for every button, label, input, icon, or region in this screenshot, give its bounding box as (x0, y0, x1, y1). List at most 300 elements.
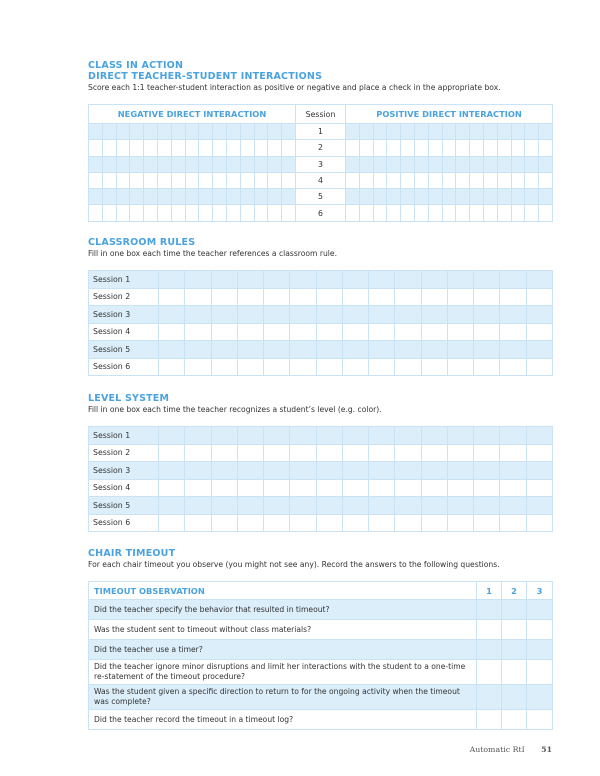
tally-box[interactable] (316, 462, 342, 480)
tally-box[interactable] (316, 358, 342, 376)
tally-box[interactable] (237, 479, 263, 497)
tally-box[interactable] (500, 479, 526, 497)
tally-box[interactable] (185, 444, 211, 462)
positive-check-box[interactable] (387, 140, 401, 156)
positive-check-box[interactable] (511, 205, 525, 221)
tally-box[interactable] (264, 323, 290, 341)
tally-box[interactable] (500, 271, 526, 289)
positive-check-box[interactable] (539, 205, 553, 221)
positive-check-box[interactable] (373, 124, 387, 140)
positive-check-box[interactable] (539, 124, 553, 140)
negative-check-box[interactable] (282, 156, 296, 172)
tally-box[interactable] (447, 323, 473, 341)
tally-box[interactable] (474, 479, 500, 497)
tally-box[interactable] (395, 444, 421, 462)
tally-box[interactable] (369, 271, 395, 289)
negative-check-box[interactable] (102, 205, 116, 221)
tally-box[interactable] (237, 497, 263, 515)
positive-check-box[interactable] (401, 124, 415, 140)
positive-check-box[interactable] (525, 205, 539, 221)
tally-box[interactable] (526, 358, 552, 376)
positive-check-box[interactable] (428, 205, 442, 221)
positive-check-box[interactable] (511, 172, 525, 188)
tally-box[interactable] (500, 444, 526, 462)
positive-check-box[interactable] (511, 124, 525, 140)
tally-box[interactable] (421, 271, 447, 289)
positive-check-box[interactable] (511, 189, 525, 205)
positive-check-box[interactable] (483, 205, 497, 221)
positive-check-box[interactable] (373, 189, 387, 205)
positive-check-box[interactable] (373, 205, 387, 221)
positive-check-box[interactable] (401, 205, 415, 221)
positive-check-box[interactable] (442, 140, 456, 156)
timeout-answer-box[interactable] (477, 600, 502, 620)
tally-box[interactable] (342, 497, 368, 515)
positive-check-box[interactable] (373, 172, 387, 188)
tally-box[interactable] (447, 341, 473, 359)
tally-box[interactable] (264, 358, 290, 376)
tally-box[interactable] (211, 462, 237, 480)
positive-check-box[interactable] (456, 172, 470, 188)
tally-box[interactable] (211, 444, 237, 462)
positive-check-box[interactable] (359, 189, 373, 205)
timeout-answer-box[interactable] (477, 640, 502, 660)
negative-check-box[interactable] (144, 205, 158, 221)
positive-check-box[interactable] (401, 189, 415, 205)
negative-check-box[interactable] (89, 189, 103, 205)
timeout-answer-box[interactable] (477, 620, 502, 640)
negative-check-box[interactable] (268, 205, 282, 221)
timeout-answer-box[interactable] (527, 685, 553, 710)
positive-check-box[interactable] (456, 189, 470, 205)
tally-box[interactable] (237, 427, 263, 445)
tally-box[interactable] (526, 444, 552, 462)
negative-check-box[interactable] (213, 140, 227, 156)
negative-check-box[interactable] (226, 172, 240, 188)
negative-check-box[interactable] (226, 124, 240, 140)
tally-box[interactable] (211, 288, 237, 306)
negative-check-box[interactable] (130, 156, 144, 172)
positive-check-box[interactable] (387, 124, 401, 140)
negative-check-box[interactable] (254, 140, 268, 156)
timeout-answer-box[interactable] (527, 600, 553, 620)
tally-box[interactable] (500, 497, 526, 515)
tally-box[interactable] (369, 323, 395, 341)
tally-box[interactable] (159, 497, 185, 515)
tally-box[interactable] (342, 323, 368, 341)
tally-box[interactable] (211, 323, 237, 341)
tally-box[interactable] (500, 358, 526, 376)
tally-box[interactable] (421, 323, 447, 341)
negative-check-box[interactable] (157, 189, 171, 205)
positive-check-box[interactable] (428, 124, 442, 140)
negative-check-box[interactable] (171, 189, 185, 205)
positive-check-box[interactable] (539, 172, 553, 188)
negative-check-box[interactable] (282, 124, 296, 140)
positive-check-box[interactable] (442, 189, 456, 205)
tally-box[interactable] (290, 479, 316, 497)
negative-check-box[interactable] (185, 140, 199, 156)
tally-box[interactable] (342, 427, 368, 445)
tally-box[interactable] (447, 288, 473, 306)
tally-box[interactable] (185, 358, 211, 376)
tally-box[interactable] (264, 427, 290, 445)
positive-check-box[interactable] (497, 124, 511, 140)
tally-box[interactable] (159, 323, 185, 341)
negative-check-box[interactable] (254, 172, 268, 188)
negative-check-box[interactable] (185, 189, 199, 205)
negative-check-box[interactable] (199, 156, 213, 172)
tally-box[interactable] (474, 323, 500, 341)
positive-check-box[interactable] (415, 205, 429, 221)
tally-box[interactable] (290, 514, 316, 532)
negative-check-box[interactable] (240, 189, 254, 205)
positive-check-box[interactable] (456, 124, 470, 140)
tally-box[interactable] (342, 444, 368, 462)
positive-check-box[interactable] (511, 156, 525, 172)
positive-check-box[interactable] (401, 140, 415, 156)
tally-box[interactable] (264, 306, 290, 324)
tally-box[interactable] (369, 341, 395, 359)
negative-check-box[interactable] (240, 124, 254, 140)
tally-box[interactable] (342, 341, 368, 359)
positive-check-box[interactable] (428, 189, 442, 205)
tally-box[interactable] (500, 306, 526, 324)
negative-check-box[interactable] (185, 156, 199, 172)
tally-box[interactable] (290, 288, 316, 306)
negative-check-box[interactable] (282, 172, 296, 188)
tally-box[interactable] (474, 306, 500, 324)
positive-check-box[interactable] (387, 172, 401, 188)
positive-check-box[interactable] (442, 205, 456, 221)
tally-box[interactable] (264, 288, 290, 306)
positive-check-box[interactable] (359, 124, 373, 140)
positive-check-box[interactable] (456, 140, 470, 156)
tally-box[interactable] (159, 427, 185, 445)
tally-box[interactable] (211, 306, 237, 324)
negative-check-box[interactable] (185, 172, 199, 188)
tally-box[interactable] (211, 271, 237, 289)
timeout-answer-box[interactable] (502, 685, 527, 710)
tally-box[interactable] (447, 271, 473, 289)
tally-box[interactable] (526, 462, 552, 480)
tally-box[interactable] (421, 479, 447, 497)
positive-check-box[interactable] (401, 172, 415, 188)
positive-check-box[interactable] (359, 205, 373, 221)
tally-box[interactable] (500, 341, 526, 359)
tally-box[interactable] (237, 306, 263, 324)
tally-box[interactable] (159, 462, 185, 480)
tally-box[interactable] (526, 479, 552, 497)
tally-box[interactable] (342, 462, 368, 480)
tally-box[interactable] (237, 358, 263, 376)
negative-check-box[interactable] (116, 189, 130, 205)
tally-box[interactable] (395, 323, 421, 341)
tally-box[interactable] (369, 358, 395, 376)
negative-check-box[interactable] (89, 140, 103, 156)
tally-box[interactable] (264, 444, 290, 462)
tally-box[interactable] (421, 427, 447, 445)
tally-box[interactable] (474, 427, 500, 445)
tally-box[interactable] (237, 288, 263, 306)
positive-check-box[interactable] (346, 156, 360, 172)
tally-box[interactable] (526, 341, 552, 359)
positive-check-box[interactable] (456, 205, 470, 221)
tally-box[interactable] (421, 514, 447, 532)
negative-check-box[interactable] (282, 140, 296, 156)
tally-box[interactable] (237, 341, 263, 359)
tally-box[interactable] (316, 341, 342, 359)
tally-box[interactable] (316, 271, 342, 289)
negative-check-box[interactable] (254, 189, 268, 205)
positive-check-box[interactable] (415, 140, 429, 156)
tally-box[interactable] (395, 288, 421, 306)
tally-box[interactable] (316, 497, 342, 515)
tally-box[interactable] (185, 514, 211, 532)
timeout-answer-box[interactable] (527, 660, 553, 685)
tally-box[interactable] (290, 427, 316, 445)
timeout-answer-box[interactable] (502, 620, 527, 640)
negative-check-box[interactable] (240, 205, 254, 221)
positive-check-box[interactable] (525, 172, 539, 188)
tally-box[interactable] (369, 462, 395, 480)
negative-check-box[interactable] (157, 205, 171, 221)
tally-box[interactable] (395, 271, 421, 289)
tally-box[interactable] (290, 271, 316, 289)
positive-check-box[interactable] (359, 140, 373, 156)
tally-box[interactable] (185, 306, 211, 324)
tally-box[interactable] (526, 306, 552, 324)
tally-box[interactable] (447, 479, 473, 497)
negative-check-box[interactable] (157, 172, 171, 188)
tally-box[interactable] (474, 497, 500, 515)
negative-check-box[interactable] (226, 205, 240, 221)
tally-box[interactable] (316, 306, 342, 324)
tally-box[interactable] (421, 497, 447, 515)
timeout-answer-box[interactable] (527, 640, 553, 660)
tally-box[interactable] (211, 341, 237, 359)
tally-box[interactable] (290, 323, 316, 341)
positive-check-box[interactable] (483, 156, 497, 172)
tally-box[interactable] (526, 288, 552, 306)
tally-box[interactable] (290, 306, 316, 324)
negative-check-box[interactable] (144, 156, 158, 172)
tally-box[interactable] (290, 444, 316, 462)
positive-check-box[interactable] (346, 205, 360, 221)
positive-check-box[interactable] (511, 140, 525, 156)
negative-check-box[interactable] (89, 124, 103, 140)
negative-check-box[interactable] (268, 172, 282, 188)
positive-check-box[interactable] (346, 172, 360, 188)
tally-box[interactable] (185, 427, 211, 445)
tally-box[interactable] (421, 341, 447, 359)
tally-box[interactable] (421, 288, 447, 306)
tally-box[interactable] (264, 479, 290, 497)
tally-box[interactable] (395, 341, 421, 359)
tally-box[interactable] (526, 323, 552, 341)
timeout-answer-box[interactable] (527, 710, 553, 730)
tally-box[interactable] (159, 444, 185, 462)
positive-check-box[interactable] (428, 156, 442, 172)
negative-check-box[interactable] (254, 156, 268, 172)
negative-check-box[interactable] (89, 205, 103, 221)
positive-check-box[interactable] (346, 124, 360, 140)
negative-check-box[interactable] (199, 140, 213, 156)
tally-box[interactable] (421, 306, 447, 324)
tally-box[interactable] (500, 514, 526, 532)
tally-box[interactable] (159, 479, 185, 497)
tally-box[interactable] (369, 288, 395, 306)
positive-check-box[interactable] (470, 140, 484, 156)
negative-check-box[interactable] (171, 140, 185, 156)
tally-box[interactable] (264, 341, 290, 359)
negative-check-box[interactable] (102, 172, 116, 188)
negative-check-box[interactable] (240, 140, 254, 156)
tally-box[interactable] (500, 288, 526, 306)
positive-check-box[interactable] (442, 172, 456, 188)
tally-box[interactable] (369, 479, 395, 497)
tally-box[interactable] (474, 288, 500, 306)
positive-check-box[interactable] (428, 172, 442, 188)
negative-check-box[interactable] (130, 140, 144, 156)
tally-box[interactable] (500, 462, 526, 480)
positive-check-box[interactable] (415, 124, 429, 140)
negative-check-box[interactable] (102, 189, 116, 205)
tally-box[interactable] (447, 358, 473, 376)
tally-box[interactable] (342, 306, 368, 324)
tally-box[interactable] (211, 479, 237, 497)
positive-check-box[interactable] (470, 205, 484, 221)
negative-check-box[interactable] (213, 205, 227, 221)
tally-box[interactable] (211, 514, 237, 532)
tally-box[interactable] (211, 497, 237, 515)
positive-check-box[interactable] (497, 205, 511, 221)
tally-box[interactable] (316, 427, 342, 445)
tally-box[interactable] (474, 358, 500, 376)
positive-check-box[interactable] (415, 156, 429, 172)
tally-box[interactable] (342, 479, 368, 497)
negative-check-box[interactable] (226, 140, 240, 156)
tally-box[interactable] (369, 444, 395, 462)
tally-box[interactable] (474, 271, 500, 289)
tally-box[interactable] (447, 497, 473, 515)
tally-box[interactable] (369, 514, 395, 532)
tally-box[interactable] (447, 462, 473, 480)
tally-box[interactable] (474, 444, 500, 462)
positive-check-box[interactable] (525, 189, 539, 205)
tally-box[interactable] (185, 288, 211, 306)
tally-box[interactable] (316, 479, 342, 497)
tally-box[interactable] (395, 306, 421, 324)
tally-box[interactable] (159, 358, 185, 376)
tally-box[interactable] (447, 514, 473, 532)
negative-check-box[interactable] (171, 124, 185, 140)
tally-box[interactable] (395, 479, 421, 497)
tally-box[interactable] (369, 427, 395, 445)
positive-check-box[interactable] (373, 140, 387, 156)
tally-box[interactable] (421, 358, 447, 376)
negative-check-box[interactable] (268, 140, 282, 156)
tally-box[interactable] (264, 271, 290, 289)
positive-check-box[interactable] (497, 172, 511, 188)
positive-check-box[interactable] (387, 156, 401, 172)
negative-check-box[interactable] (199, 205, 213, 221)
negative-check-box[interactable] (226, 156, 240, 172)
positive-check-box[interactable] (359, 172, 373, 188)
negative-check-box[interactable] (102, 140, 116, 156)
positive-check-box[interactable] (470, 172, 484, 188)
positive-check-box[interactable] (346, 189, 360, 205)
tally-box[interactable] (185, 271, 211, 289)
tally-box[interactable] (211, 358, 237, 376)
tally-box[interactable] (395, 514, 421, 532)
tally-box[interactable] (526, 427, 552, 445)
negative-check-box[interactable] (144, 189, 158, 205)
tally-box[interactable] (316, 514, 342, 532)
timeout-answer-box[interactable] (502, 600, 527, 620)
positive-check-box[interactable] (539, 156, 553, 172)
negative-check-box[interactable] (199, 189, 213, 205)
negative-check-box[interactable] (213, 156, 227, 172)
negative-check-box[interactable] (144, 140, 158, 156)
positive-check-box[interactable] (359, 156, 373, 172)
tally-box[interactable] (395, 427, 421, 445)
tally-box[interactable] (290, 462, 316, 480)
negative-check-box[interactable] (185, 205, 199, 221)
positive-check-box[interactable] (470, 124, 484, 140)
timeout-answer-box[interactable] (477, 660, 502, 685)
negative-check-box[interactable] (282, 205, 296, 221)
positive-check-box[interactable] (415, 172, 429, 188)
positive-check-box[interactable] (373, 156, 387, 172)
tally-box[interactable] (526, 497, 552, 515)
negative-check-box[interactable] (157, 124, 171, 140)
tally-box[interactable] (185, 323, 211, 341)
tally-box[interactable] (500, 427, 526, 445)
tally-box[interactable] (237, 271, 263, 289)
negative-check-box[interactable] (268, 156, 282, 172)
negative-check-box[interactable] (102, 124, 116, 140)
tally-box[interactable] (526, 271, 552, 289)
positive-check-box[interactable] (470, 189, 484, 205)
negative-check-box[interactable] (171, 156, 185, 172)
tally-box[interactable] (264, 462, 290, 480)
negative-check-box[interactable] (171, 205, 185, 221)
positive-check-box[interactable] (497, 156, 511, 172)
negative-check-box[interactable] (254, 124, 268, 140)
negative-check-box[interactable] (213, 189, 227, 205)
tally-box[interactable] (421, 462, 447, 480)
tally-box[interactable] (237, 514, 263, 532)
negative-check-box[interactable] (268, 189, 282, 205)
negative-check-box[interactable] (240, 156, 254, 172)
tally-box[interactable] (342, 288, 368, 306)
negative-check-box[interactable] (282, 189, 296, 205)
positive-check-box[interactable] (497, 140, 511, 156)
tally-box[interactable] (369, 497, 395, 515)
tally-box[interactable] (474, 462, 500, 480)
negative-check-box[interactable] (116, 205, 130, 221)
negative-check-box[interactable] (254, 205, 268, 221)
timeout-answer-box[interactable] (477, 685, 502, 710)
positive-check-box[interactable] (387, 189, 401, 205)
tally-box[interactable] (316, 288, 342, 306)
negative-check-box[interactable] (130, 189, 144, 205)
timeout-answer-box[interactable] (527, 620, 553, 640)
positive-check-box[interactable] (525, 124, 539, 140)
positive-check-box[interactable] (483, 172, 497, 188)
tally-box[interactable] (474, 514, 500, 532)
